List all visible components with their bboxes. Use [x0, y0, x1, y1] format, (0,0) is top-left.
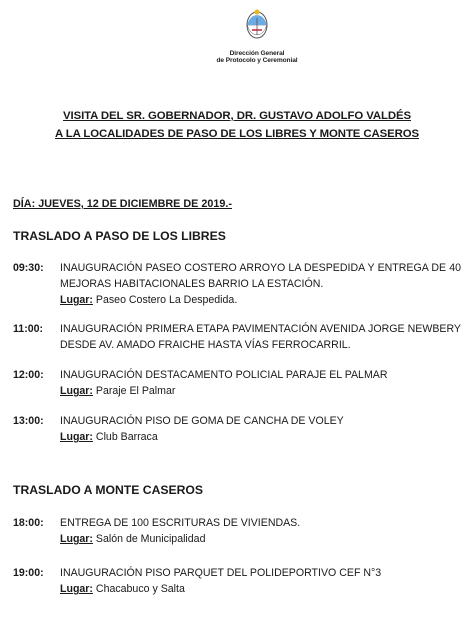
item-place: [60, 383, 461, 399]
item-description: INAUGURACIÓN DESTACAMENTO POLICIAL PARAJE EL PALMAR: [60, 369, 388, 381]
place-value: Club Barraca: [95, 431, 158, 443]
section-heading-paso-de-los-libres: TRASLADO A PASO DE LOS LIBRES: [13, 229, 226, 243]
place-value: Chacabuco y Salta: [95, 583, 185, 595]
item-description: INAUGURACIÓN PISO PARQUET DEL POLIDEPORTIVO CEF N°3: [60, 567, 382, 579]
header-logo: [212, 8, 302, 72]
schedule-item-1800: [13, 515, 461, 547]
place-label: Lugar:: [60, 533, 93, 545]
place-value: Paseo Costero La Despedida.: [95, 294, 238, 306]
place-label: Lugar:: [60, 431, 93, 443]
document-title-line-1: VISITA DEL SR. GOBERNADOR, DR. GUSTAVO ADOLFO VALDÉS: [63, 110, 411, 122]
place-value: Salón de Municipalidad: [95, 533, 206, 545]
item-time: 13:00:: [13, 415, 44, 427]
place-label: Lugar:: [60, 385, 93, 397]
item-place: [60, 531, 461, 547]
document-title-line-2: A LA LOCALIDADES DE PASO DE LOS LIBRES Y MONTE CASEROS: [55, 128, 419, 140]
place-label: Lugar:: [60, 294, 93, 306]
provincial-emblem-icon: [245, 8, 269, 40]
section-heading-monte-caseros: TRASLADO A MONTE CASEROS: [13, 483, 204, 497]
place-value: Paraje El Palmar: [95, 385, 176, 397]
schedule-item-1900: [13, 565, 461, 597]
schedule-item-1200: [13, 367, 461, 399]
item-description: INAUGURACIÓN PASEO COSTERO ARROYO LA DESPEDIDA Y ENTREGA DE 40 MEJORAS HABITACIONALES BARRIO LA ESTACIÓN.: [60, 262, 461, 290]
org-line-2: de Protocolo y Ceremonial: [216, 57, 298, 65]
item-place: [60, 429, 461, 445]
event-date: DÍA: JUEVES, 12 DE DICIEMBRE DE 2019.-: [13, 198, 233, 210]
organization-name: [212, 50, 302, 65]
schedule-item-0930: [13, 260, 461, 308]
org-line-1: Dirección General: [229, 50, 285, 57]
item-place: [60, 581, 461, 597]
item-time: 11:00:: [13, 323, 44, 335]
item-description: ENTREGA DE 100 ESCRITURAS DE VIVIENDAS.: [60, 517, 301, 529]
item-time: 18:00:: [13, 517, 44, 529]
item-time: 09:30:: [13, 262, 44, 274]
item-description: INAUGURACIÓN PISO DE GOMA DE CANCHA DE VOLEY: [60, 415, 344, 427]
item-time: 19:00:: [13, 567, 44, 579]
schedule-item-1100: [13, 321, 461, 353]
place-label: Lugar:: [60, 583, 93, 595]
item-time: 12:00:: [13, 369, 44, 381]
item-description: INAUGURACIÓN PRIMERA ETAPA PAVIMENTACIÓN AVENIDA JORGE NEWBERY DESDE AV. AMADO FRAICHE HASTA VÍAS FERROCARRIL.: [60, 323, 461, 351]
item-place: [60, 292, 461, 308]
schedule-item-1300: [13, 413, 461, 445]
